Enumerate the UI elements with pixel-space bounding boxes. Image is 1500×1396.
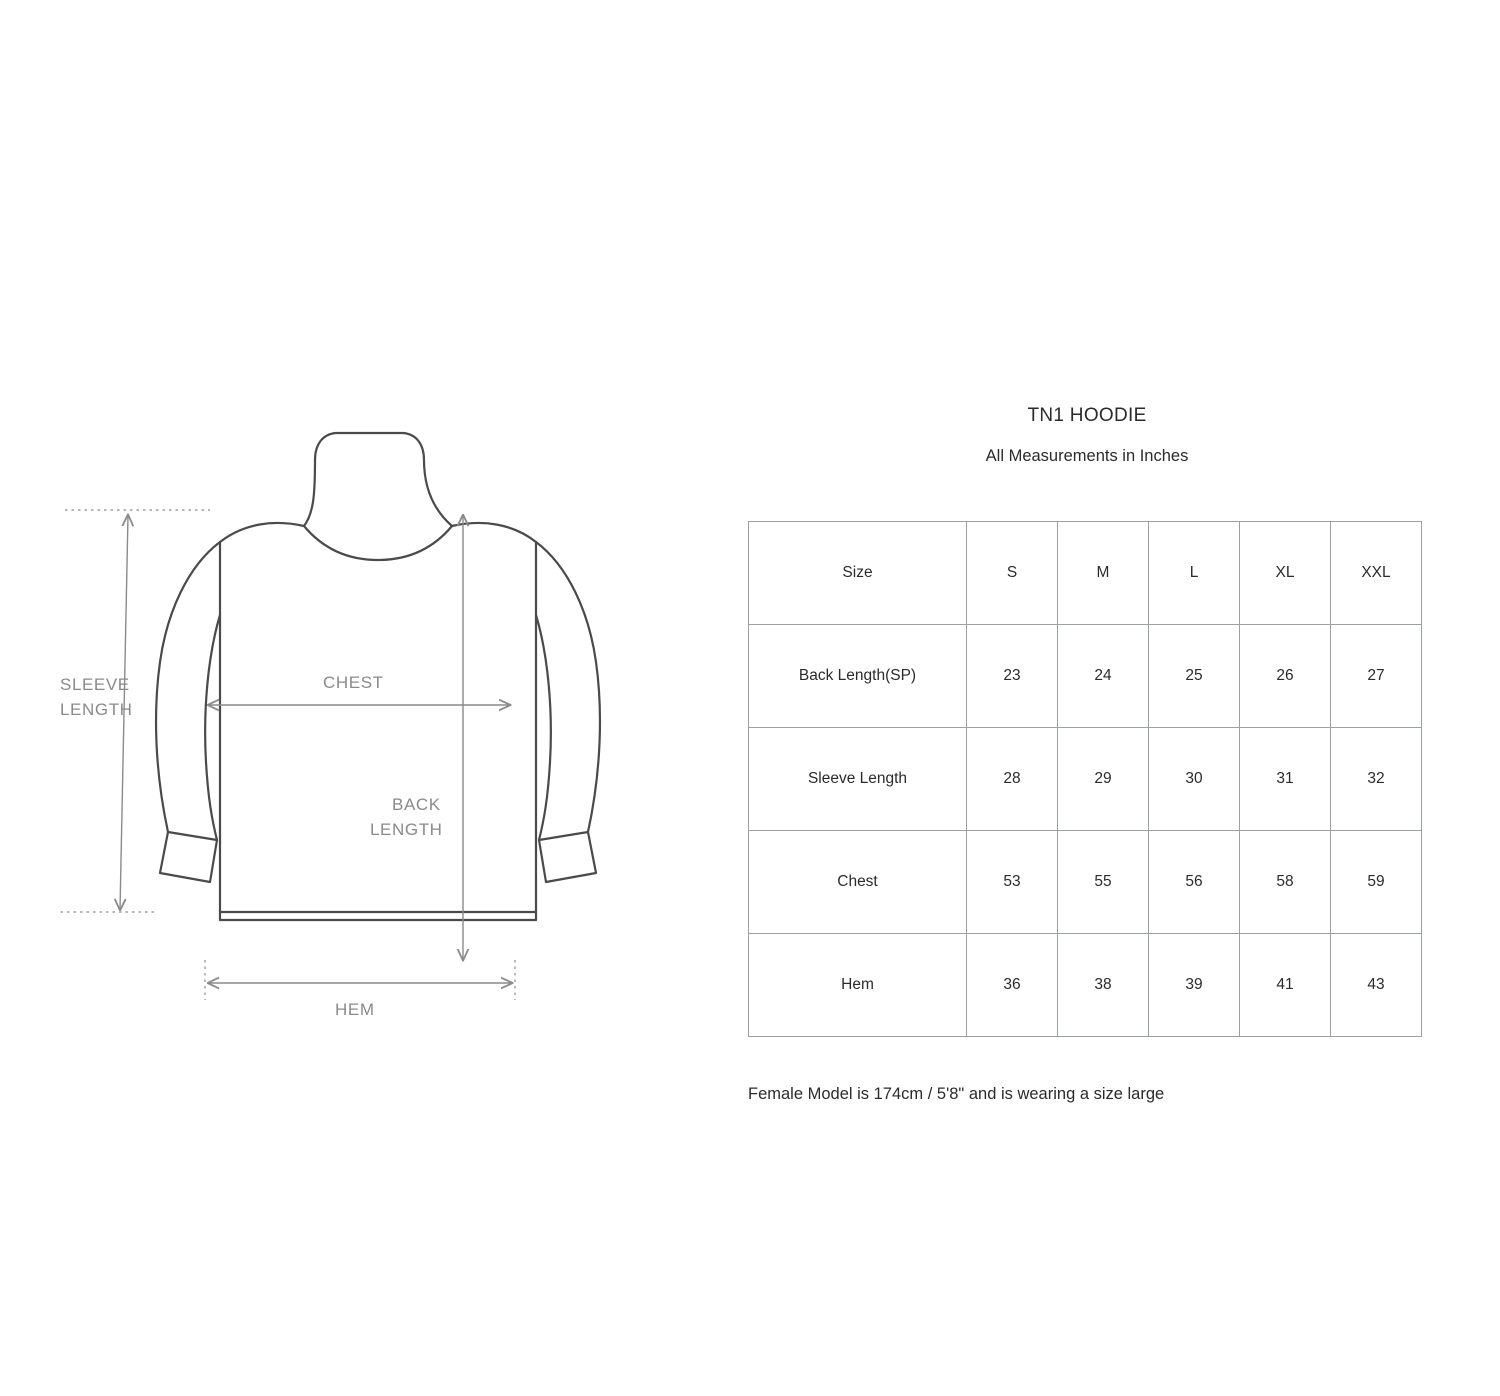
measurement-cell: 28	[967, 728, 1058, 831]
size-measurement-table	[748, 521, 1422, 1037]
hem-label: HEM	[335, 1000, 375, 1019]
garment-technical-drawing	[60, 400, 740, 1040]
table-header-xxl: XXL	[1331, 522, 1422, 625]
measurement-cell: 36	[967, 934, 1058, 1037]
measurement-cell: 39	[1149, 934, 1240, 1037]
measurement-cell: 26	[1240, 625, 1331, 728]
measurement-cell: 43	[1331, 934, 1422, 1037]
chest-dimension	[208, 673, 510, 705]
hem-dimension	[208, 983, 512, 1019]
table-row	[749, 625, 1422, 728]
measurement-cell: 23	[967, 625, 1058, 728]
measurement-cell: 29	[1058, 728, 1149, 831]
measurement-cell: 25	[1149, 625, 1240, 728]
row-label: Back Length(SP)	[749, 625, 967, 728]
measurement-cell: 30	[1149, 728, 1240, 831]
sleeve-length-label-line1: SLEEVE	[60, 675, 130, 694]
sleeve-length-dimension	[60, 515, 133, 910]
table-header-m: M	[1058, 522, 1149, 625]
measurement-cell: 24	[1058, 625, 1149, 728]
measurement-cell: 59	[1331, 831, 1422, 934]
row-label: Hem	[749, 934, 967, 1037]
row-label: Sleeve Length	[749, 728, 967, 831]
measurement-cell: 38	[1058, 934, 1149, 1037]
measurement-cell: 53	[967, 831, 1058, 934]
chart-title: TN1 HOODIE	[1027, 405, 1147, 426]
measurement-cell: 58	[1240, 831, 1331, 934]
row-label: Chest	[749, 831, 967, 934]
measurement-cell: 55	[1058, 831, 1149, 934]
guide-lines	[60, 510, 515, 1000]
table-header-s: S	[967, 522, 1058, 625]
size-chart-panel	[748, 405, 1408, 1104]
table-header-xl: XL	[1240, 522, 1331, 625]
table-header-size: Size	[749, 522, 967, 625]
model-footnote: Female Model is 174cm / 5'8" and is wearing a size large	[748, 1085, 1165, 1103]
measurement-cell: 41	[1240, 934, 1331, 1037]
table-header-l: L	[1149, 522, 1240, 625]
table-row	[749, 934, 1422, 1037]
back-length-label-line2: LENGTH	[370, 820, 443, 839]
chart-subtitle: All Measurements in Inches	[985, 447, 1189, 465]
measurement-cell: 27	[1331, 625, 1422, 728]
table-row	[749, 728, 1422, 831]
measurement-cell: 31	[1240, 728, 1331, 831]
sleeve-length-label-line2: LENGTH	[60, 700, 133, 719]
chest-label: CHEST	[323, 673, 384, 692]
table-header-row	[749, 522, 1422, 625]
measurement-cell: 32	[1331, 728, 1422, 831]
back-length-dimension	[370, 515, 463, 960]
back-length-label-line1: BACK	[392, 795, 441, 814]
table-row	[749, 831, 1422, 934]
measurement-cell: 56	[1149, 831, 1240, 934]
